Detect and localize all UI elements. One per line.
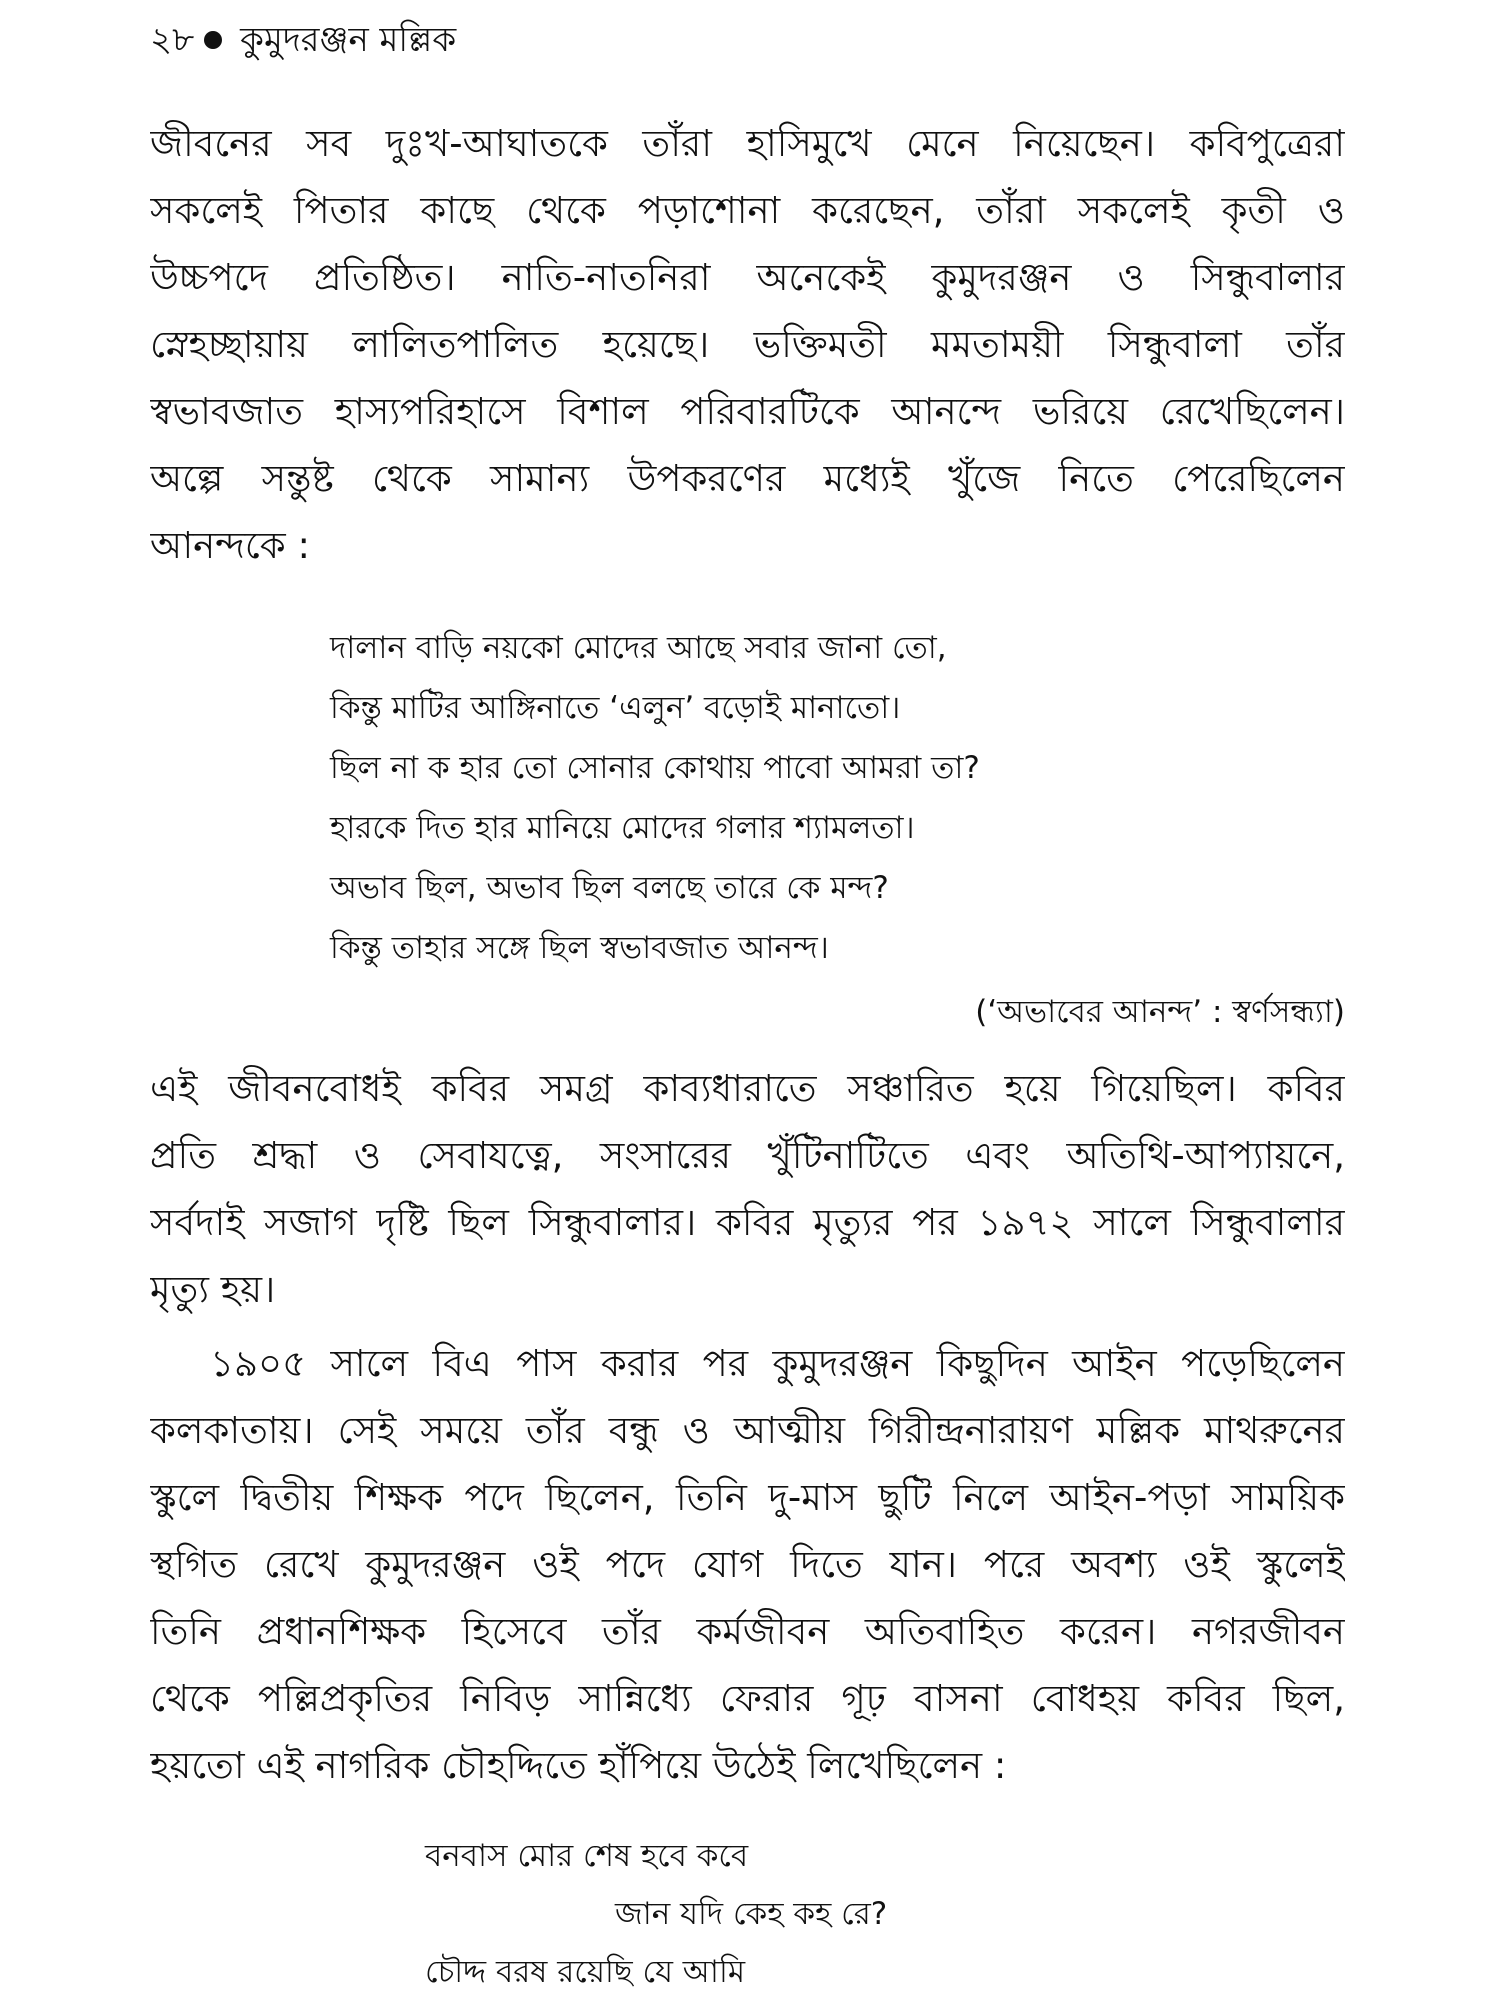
text-line: স্কুলে দ্বিতীয় শিক্ষক পদে ছিলেন, তিনি দু-মাস ছুটি নিলে আইন-পড়া সাময়িক: [150, 1476, 1345, 1519]
paragraph-2: [150, 1055, 1345, 1323]
text-line: সকলেই পিতার কাছে থেকে পড়াশোনা করেছেন, তাঁরা সকলেই কৃতী ও: [150, 189, 1345, 232]
poem-line: চৌদ্দ বরষ রয়েছি যে আমি: [425, 1954, 746, 1990]
text-line: তিনি প্রধানশিক্ষক হিসেবে তাঁর কর্মজীবন অতিবাহিত করেন। নগরজীবন: [150, 1610, 1345, 1653]
text-line: স্বভাবজাত হাস্যপরিহাসে বিশাল পরিবারটিকে আনন্দে ভরিয়ে রেখেছিলেন।: [150, 390, 1345, 433]
book-title: কুমুদরঞ্জন মল্লিক: [240, 20, 457, 60]
text-line: হয়তো এই নাগরিক চৌহদ্দিতে হাঁপিয়ে উঠেই লিখেছিলেন :: [150, 1744, 1007, 1787]
text-line: আনন্দকে :: [150, 524, 310, 567]
poem-line: দালান বাড়ি নয়কো মোদের আছে সবার জানা তো,: [330, 630, 947, 666]
text-line: অল্পে সন্তুষ্ট থেকে সামান্য উপকরণের মধ্যেই খুঁজে নিতে পেরেছিলেন: [150, 457, 1345, 500]
paragraph-3: [150, 1330, 1345, 1799]
poem-line: জান যদি কেহ কহ রে?: [615, 1896, 888, 1932]
poem-line: কিন্তু মাটির আঙ্গিনাতে ‘এলুন’ বড়োই মানাতো।: [330, 690, 901, 726]
text-line: প্রতি শ্রদ্ধা ও সেবাযত্নে, সংসারের খুঁটিনাটিতে এবং অতিথি-আপ্যায়নে,: [150, 1134, 1345, 1177]
poem-source-citation: (‘অভাবের আনন্দ’ : স্বর্ণসন্ধ্যা): [975, 994, 1345, 1030]
poem-line: হারকে দিত হার মানিয়ে মোদের গলার শ্যামলতা।: [330, 810, 915, 846]
poem-line: বনবাস মোর শেষ হবে কবে: [425, 1838, 749, 1874]
paragraph-1: [150, 110, 1345, 579]
text-line: স্থগিত রেখে কুমুদরঞ্জন ওই পদে যোগ দিতে যান। পরে অবশ্য ওই স্কুলেই: [150, 1543, 1345, 1586]
running-header: [150, 10, 456, 70]
text-line: মৃত্যু হয়।: [150, 1268, 276, 1311]
text-line: ১৯০৫ সালে বিএ পাস করার পর কুমুদরঞ্জন কিছুদিন আইন পড়েছিলেন: [210, 1342, 1345, 1385]
text-line: থেকে পল্লিপ্রকৃতির নিবিড় সান্নিধ্যে ফেরার গূঢ় বাসনা বোধহয় কবির ছিল,: [150, 1677, 1345, 1720]
poem-line: কিন্তু তাহার সঙ্গে ছিল স্বভাবজাত আনন্দ।: [330, 930, 829, 966]
text-line: স্নেহচ্ছায়ায় লালিতপালিত হয়েছে। ভক্তিমতী মমতাময়ী সিন্ধুবালা তাঁর: [150, 323, 1345, 366]
text-line: উচ্চপদে প্রতিষ্ঠিত। নাতি-নাতনিরা অনেকেই কুমুদরঞ্জন ও সিন্ধুবালার: [150, 256, 1345, 299]
bullet-dot-icon: [204, 31, 222, 49]
poem-line: অভাব ছিল, অভাব ছিল বলছে তারে কে মন্দ?: [330, 870, 889, 906]
poem-line: ছিল না ক হার তো সোনার কোথায় পাবো আমরা তা?: [330, 750, 980, 786]
text-line: সর্বদাই সজাগ দৃষ্টি ছিল সিন্ধুবালার। কবির মৃত্যুর পর ১৯৭২ সালে সিন্ধুবালার: [150, 1201, 1345, 1244]
text-line: এই জীবনবোধই কবির সমগ্র কাব্যধারাতে সঞ্চারিত হয়ে গিয়েছিল। কবির: [150, 1067, 1345, 1110]
text-line: কলকাতায়। সেই সময়ে তাঁর বন্ধু ও আত্মীয় গিরীন্দ্রনারায়ণ মল্লিক মাথরুনের: [150, 1409, 1345, 1452]
page-number: ২৮: [150, 20, 195, 60]
poem-quote-1: [330, 618, 980, 978]
text-line: জীবনের সব দুঃখ-আঘাতকে তাঁরা হাসিমুখে মেনে নিয়েছেন। কবিপুত্রেরা: [150, 122, 1345, 165]
